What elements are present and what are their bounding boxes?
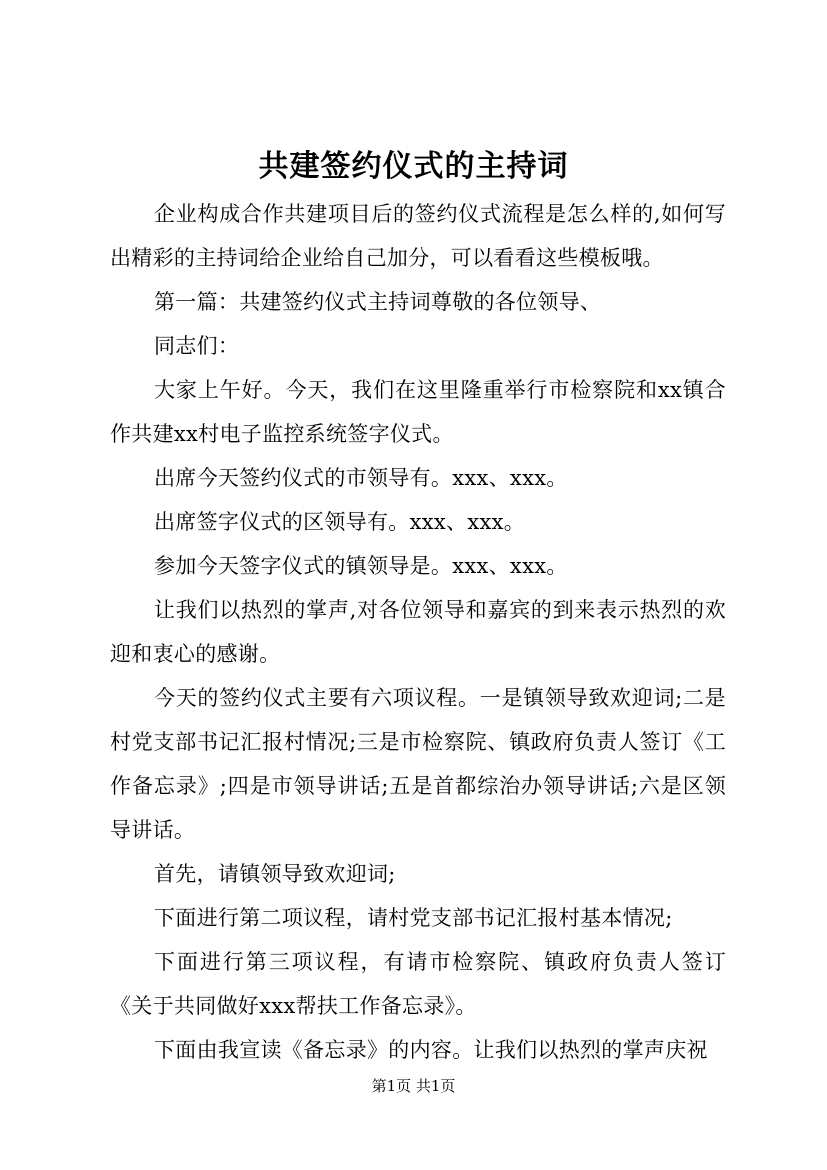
paragraph: 下面由我宣读《备忘录》的内容。让我们以热烈的掌声庆祝 [154,1038,708,1062]
document-body [110,192,726,1072]
document-title: 共建签约仪式的主持词 [258,149,569,184]
paragraph: 同志们： [154,334,240,358]
paragraph: 今天的签约仪式主要有六项议程。一是镇领导致欢迎词;二是村党支部书记汇报村情况;三是市检察院、镇政府负责人签订《工作备忘录》;四是市领导讲话;五是首都综治办领导讲话;六是区领导讲话。 [110,686,726,842]
paragraph: 出席签字仪式的区领导有。xxx、xxx。 [154,510,526,534]
paragraph: 第一篇：共建签约仪式主持词尊敬的各位领导、 [154,290,602,314]
page-footer: 第1页 共1页 [371,1077,456,1095]
paragraph: 让我们以热烈的掌声,对各位领导和嘉宾的到来表示热烈的欢迎和衷心的感谢。 [110,598,726,666]
paragraph: 首先，请镇领导致欢迎词; [154,862,396,886]
paragraph: 企业构成合作共建项目后的签约仪式流程是怎么样的,如何写出精彩的主持词给企业给自己加分，可以看看这些模板哦。 [110,202,726,270]
paragraph: 出席今天签约仪式的市领导有。xxx、xxx。 [154,466,568,490]
paragraph: 下面进行第二项议程，请村党支部书记汇报村基本情况; [154,906,673,930]
paragraph: 大家上午好。今天，我们在这里隆重举行市检察院和xx镇合作共建xx村电子监控系统签字仪式。 [110,378,726,446]
paragraph: 下面进行第三项议程，有请市检察院、镇政府负责人签订《关于共同做好xxx帮扶工作备忘录》。 [110,950,726,1018]
paragraph: 参加今天签字仪式的镇领导是。xxx、xxx。 [154,554,568,578]
